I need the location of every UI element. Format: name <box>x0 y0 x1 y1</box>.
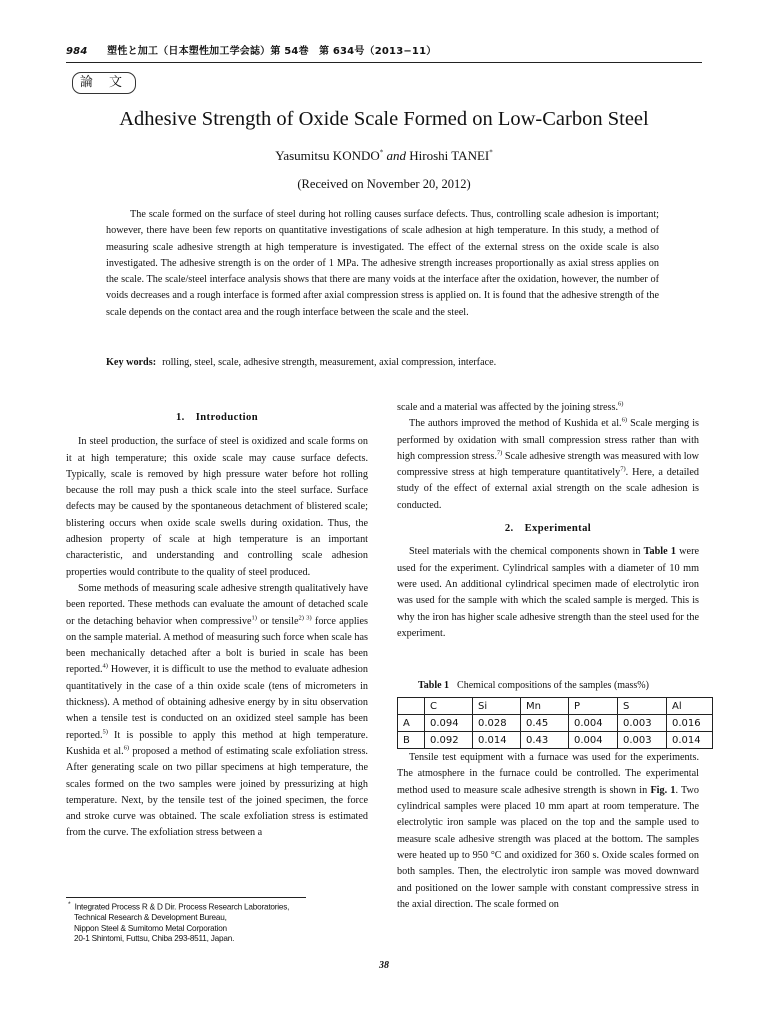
citation-ref: 2) 3) <box>298 614 312 622</box>
table-row <box>398 715 713 732</box>
footnote-mark: * <box>68 901 71 908</box>
table-header-row <box>398 698 713 715</box>
author-1: Yasumitsu KONDO <box>275 148 380 163</box>
right-paragraph-1 <box>397 416 699 514</box>
text-run: or tensile <box>256 615 299 627</box>
abstract: The scale formed on the surface of steel during hot rolling causes surface defects. Thus, controlling scale adhesion is important; however, there have been few reports on quantitative investigations of scale adhesion at high temperature. In this study, a method of measuring scale adhesive strength at high temperature is investigated. The effect of the external stress on the oxide scale is also investigated. The adhesive strength is on the order of 1 MPa. The adhesive strength increases proportionally as axial stress applies on the scale. The scale/steel interface analysis shows that there are many voids at the interface after the oxidation, however, the number of voids decreases and a rough interface is formed after axial compression stress is applied on. It is found that the adhesive strength of the scale depends on the contact area and the rough interface between the scale and the steel. <box>106 209 659 318</box>
citation-ref: 4) <box>102 663 108 671</box>
right-column <box>397 400 699 913</box>
table-cell: 0.094 <box>425 715 473 732</box>
citation-ref: 7) <box>496 449 503 457</box>
text-run: scale and a material was affected by the joining stress. <box>397 402 619 413</box>
text-run: . Two cylindrical samples were placed 10 mm apart at room temperature. The electrolytic iron sample was placed on the top and the sample used to measure scale adhesive strength was placed at the bottom. The samples were heated up to 950 °C and oxidized for 360 s. Oxide scales formed on both samples. Then, the electrolytic iron sample was moved downward and positioned on the lower sample with constant compressive stress in the axial direction. The scale formed on <box>397 784 699 910</box>
table-cell: 0.45 <box>521 715 569 732</box>
section-heading-experimental: 2. Experimental <box>504 523 592 535</box>
citation-ref: 7) <box>620 465 626 473</box>
citation-ref: 1) <box>251 614 257 622</box>
table-cell: 0.43 <box>521 732 569 749</box>
table-header-cell: Mn <box>521 698 569 715</box>
header-rule <box>66 62 702 63</box>
header-journal: 塑性と加工（日本塑性加工学会誌）第 54巻 第 634号（2013−11） <box>107 46 437 57</box>
table-cell: 0.016 <box>667 715 713 732</box>
text-run: It is possible to apply this method at high temperature. Kushida et al. <box>66 729 368 757</box>
table-header-cell: S <box>618 698 667 715</box>
table-header-cell <box>398 698 425 715</box>
affiliation-mark-2: * <box>489 148 493 157</box>
text-run: Some methods of measuring scale adhesive strength qualitatively have been reported. These methods can evaluate the amount of detached scale or the detaching behavior when compressive <box>66 582 368 627</box>
footnote-line: Nippon Steel & Sumitomo Metal Corporation <box>74 923 227 933</box>
figure-reference: Fig. 1 <box>650 784 676 796</box>
footnote-rule <box>66 897 306 898</box>
affiliation-footnote <box>68 900 289 944</box>
experimental-paragraph-2 <box>397 750 699 913</box>
table-caption-text: Chemical compositions of the samples (mass%) <box>457 680 649 691</box>
text-run: proposed a method of estimating scale exfoliation stress. After generating scale on two pillar specimens at high temperature, the scales formed on the two samples were joined by pressurizing at high temperature. Next, by the tensile test of the joined specimen, the force and stroke curve was obtained. The scale exfoliation stress is estimated from the curve. The exfoliation stress between a <box>66 745 368 839</box>
authors-and: and <box>386 148 407 163</box>
footnote-line: Technical Research & Development Bureau, <box>74 913 227 923</box>
table-label: Table 1 <box>418 680 450 691</box>
footnote-line: Integrated Process R & D Dir. Process Research Laboratories, <box>74 902 290 912</box>
table-cell: 0.003 <box>618 732 667 749</box>
table-header-cell: P <box>569 698 618 715</box>
table-cell: 0.028 <box>473 715 521 732</box>
text-run: Tensile test equipment with a furnace was used for the experiments. The atmosphere in the furnace could be controlled. The experimental method used to measure scale adhesive strength is shown in <box>397 752 699 796</box>
table-cell: 0.092 <box>425 732 473 749</box>
table-row <box>398 732 713 749</box>
header-page-number: 984 <box>66 46 88 57</box>
table-cell: B <box>398 732 425 749</box>
paper-title: Adhesive Strength of Oxide Scale Formed on Low-Carbon Steel <box>119 108 649 130</box>
received-date: (Received on November 20, 2012) <box>297 177 471 191</box>
table-cell: 0.004 <box>569 732 618 749</box>
citation-ref: 5) <box>102 728 108 736</box>
footnote-line: 20-1 Shintomi, Futtsu, Chiba 293-8511, Japan. <box>74 933 235 943</box>
left-column <box>66 410 368 842</box>
table-cell: A <box>398 715 425 732</box>
text-run: However, it is difficult to use the method to evaluate adhesion quantitatively in the case of a thin oxide scale (tens of micrometers in thickness). A method of obtaining adhesive energy by in situ observation when a tensile test is conducted on an oxidized steel sample has been reported. <box>66 664 368 741</box>
table-caption <box>418 680 649 691</box>
text-run: Steel materials with the chemical components shown in <box>409 546 644 558</box>
table-header-cell: Si <box>473 698 521 715</box>
keywords <box>106 357 666 368</box>
citation-ref: 6) <box>618 400 624 408</box>
table-cell: 0.014 <box>667 732 713 749</box>
keywords-text: rolling, steel, scale, adhesive strength, measurement, axial compression, interface. <box>162 357 497 368</box>
text-run: Scale merging is performed by oxidation with small compression stress rather than with high compression stress. <box>397 418 699 462</box>
table-cell: 0.014 <box>473 732 521 749</box>
table-header-cell: Al <box>667 698 713 715</box>
chemical-composition-table <box>397 697 713 749</box>
table-cell: 0.003 <box>618 715 667 732</box>
right-paragraph-0 <box>397 400 699 416</box>
article-type-badge: 論 文 <box>72 72 136 94</box>
footer-page-number: 38 <box>379 960 389 971</box>
section-heading-introduction: 1. Introduction <box>175 412 259 423</box>
keywords-label: Key words: <box>106 357 157 368</box>
text-run: . Here, a detailed study of the effect of external axial strength on the scale adhesion is conducted. <box>397 467 700 511</box>
affiliation-mark-1: * <box>379 148 384 157</box>
text-run: force applies on the sample material. A method of measuring such force when scale has been mechanically detached after a bolt is buried in scale has been reported. <box>66 615 368 676</box>
authors-line <box>0 148 768 164</box>
text-run: The authors improved the method of Kushida et al. <box>409 418 622 430</box>
text-run: Scale adhesive strength was measured with low compressive stress at high temperature quantitatively <box>397 450 699 479</box>
running-header <box>66 42 436 57</box>
table-cell: 0.004 <box>569 715 618 732</box>
intro-paragraph-1: In steel production, the surface of steel is oxidized and scale forms on it at high temperature; this oxide scale may cause surface defects. Typically, scale is removed by high pressure water before hot rolling because the roll may push a thick scale into the steel surface. Surface defects may be caused by the spontaneous detachment of blistered scale; blistering occurs when oxide scale swells during oxidation. Thus, the adhesion property of scale at high temperature is an important characteristic, and understanding and controlling scale adhesion properties would contribute to the quality of steel produced. <box>66 436 368 578</box>
citation-ref: 6) <box>621 416 627 424</box>
table-header-cell: C <box>425 698 473 715</box>
intro-paragraph-2 <box>66 581 368 842</box>
author-2: Hiroshi TANEI <box>409 148 490 163</box>
citation-ref: 6) <box>123 744 130 752</box>
experimental-paragraph-1 <box>397 544 699 642</box>
table-reference: Table 1 <box>643 546 676 558</box>
text-run: were used for the experiment. Cylindrical samples with a diameter of 10 mm were used. An additional cylindrical specimen made of electrolytic iron was used for the sample with which the scaled sample is merged. This is why the iron has higher scale adhesive strength than the steel used for the experiment. <box>397 546 699 639</box>
